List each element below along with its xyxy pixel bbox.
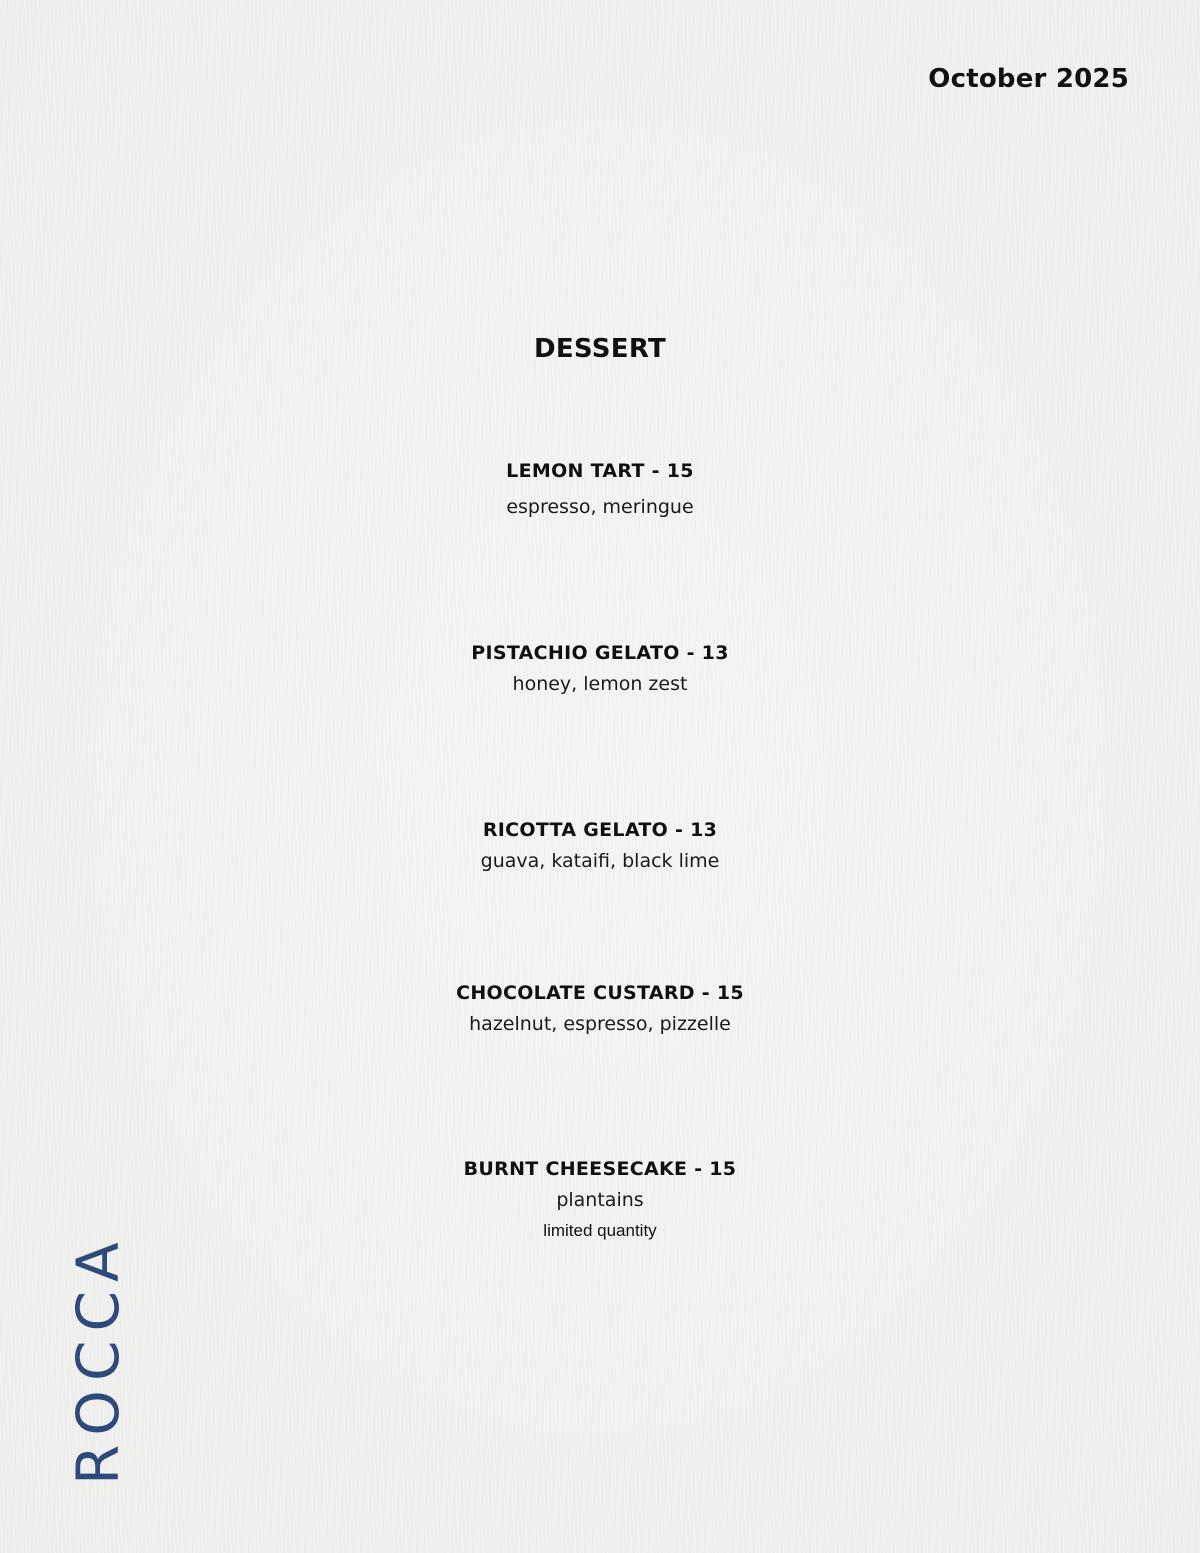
menu-item-description: honey, lemon zest: [512, 673, 688, 695]
rocca-logo: [64, 1175, 132, 1485]
menu-item: [0, 642, 1200, 695]
menu-item: [0, 460, 1200, 518]
menu-item: [0, 982, 1200, 1035]
menu-item-description: hazelnut, espresso, pizzelle: [469, 1013, 731, 1035]
menu-item-name: CHOCOLATE CUSTARD - 15: [456, 982, 744, 1004]
menu-item-note: limited quantity: [543, 1221, 657, 1240]
menu-date: October 2025: [928, 64, 1129, 94]
menu-item-description: plantains: [556, 1189, 644, 1211]
menu-section-title: DESSERT: [533, 334, 667, 364]
menu-item-name: LEMON TART - 15: [506, 460, 694, 482]
menu-item-name: RICOTTA GELATO - 13: [482, 819, 718, 841]
menu-item-name: BURNT CHEESECAKE - 15: [463, 1158, 737, 1180]
logo-text: ROCCA: [64, 1233, 132, 1485]
menu-item-description: espresso, meringue: [506, 496, 694, 518]
menu-item: [0, 819, 1200, 872]
menu-item-name: PISTACHIO GELATO - 13: [471, 642, 729, 664]
menu-item-description: guava, kataifi, black lime: [480, 850, 720, 872]
menu-item: [0, 1158, 1200, 1241]
